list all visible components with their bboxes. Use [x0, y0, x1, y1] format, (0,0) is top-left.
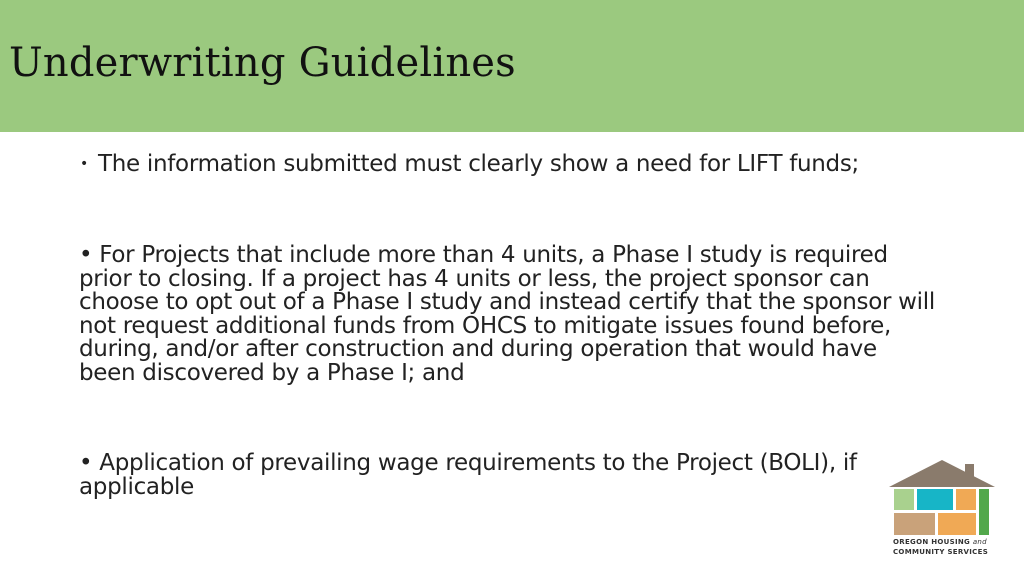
logo-text-and: and — [972, 538, 987, 546]
logo-block-orange — [956, 489, 976, 510]
logo-wordmark — [893, 537, 998, 557]
bullet-text: For Projects that include more than 4 units, a Phase I study is required prior to closing. If a project has 4 units or less, the project sponsor can choose to opt out of a Phase I study and instead certify that the sponsor will not request additional funds from OHCS to mitigate issues found before, during, and/or after construction and during operation that would have been discovered by a Phase I; and — [79, 242, 935, 386]
logo-text-community-services: COMMUNITY SERVICES — [893, 548, 989, 556]
bullet-item-need — [80, 152, 910, 176]
title-banner — [0, 0, 1024, 132]
logo-block-teal — [917, 489, 953, 510]
page-title: Underwriting Guidelines — [9, 40, 516, 86]
logo-block-green — [979, 489, 989, 535]
bullet-text: Application of prevailing wage requirements to the Project (BOLI), if applicable — [79, 450, 857, 500]
bullet-item-prevailing-wage — [79, 452, 919, 499]
bullet-text: The information submitted must clearly show a need for LIFT funds; — [98, 151, 859, 177]
bullet-marker: • — [79, 242, 93, 268]
bullet-marker: • — [79, 450, 93, 476]
logo-block-tan — [894, 513, 935, 535]
logo-block-orange-wide — [938, 513, 976, 535]
logo-block-light-green — [894, 489, 914, 510]
bullet-marker: • — [80, 156, 88, 172]
logo-text-oregon-housing: OREGON HOUSING — [893, 538, 971, 546]
logo-roof — [889, 460, 995, 487]
bullet-item-phase-one — [79, 244, 939, 385]
